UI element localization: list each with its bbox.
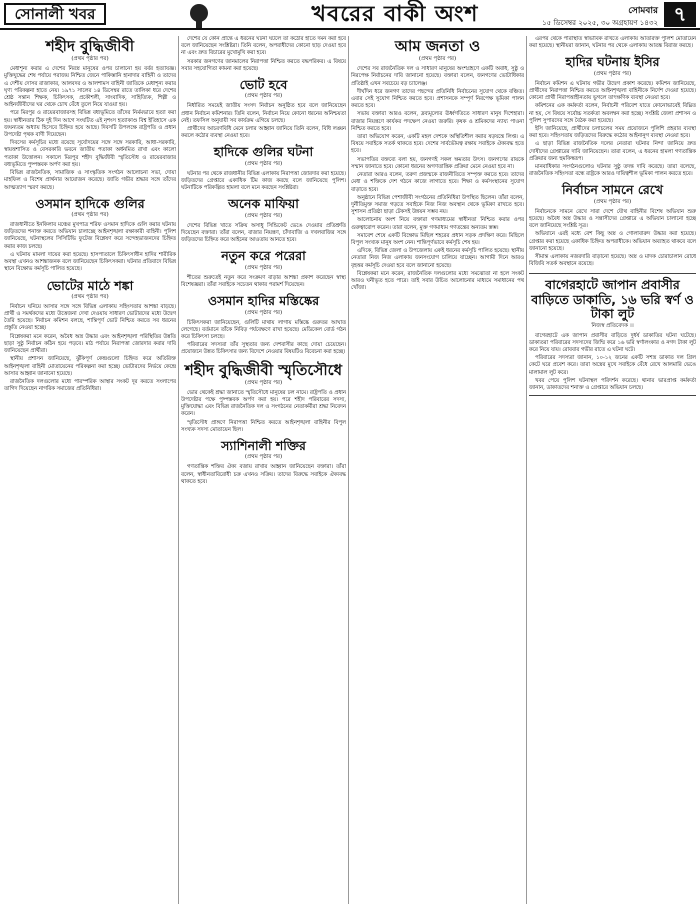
- column-divider: [348, 36, 349, 904]
- story-byline: (প্রথম পৃষ্ঠার পর): [71, 212, 109, 219]
- story-headline: হাদিকে গুলির ঘটনা: [213, 144, 314, 160]
- news-story: [529, 183, 696, 268]
- story-body: [181, 464, 346, 486]
- page-number: ৭: [664, 2, 696, 27]
- news-story: [4, 279, 176, 394]
- story-body: [4, 222, 176, 273]
- news-story: [181, 36, 346, 73]
- news-story: [529, 36, 696, 50]
- story-paragraph: দিবসের কর্মসূচির মধ্যে রয়েছে সূর্যোদয়ের সঙ্গে সঙ্গে সরকারি, আধা-সরকারি, স্বায়ত্তশাসিত ও বেসরকারি ভবনে জাতীয় পতাকা অর্ধনমিত রাখা এবং কালো পতাকা উত্তোলন। সকালে মিরপুর শহীদ বুদ্ধিজীবী স্মৃতিসৌধ ও রায়েরবাজার বধ্যভূমিতে পুষ্পস্তবক অর্পণ করা হয়।: [4, 140, 176, 168]
- story-paragraph: মেধাশূন্য করার এ দেশের নিরস্ত্র মানুষের ওপর চালানো হয় বর্বর হত্যাযজ্ঞ। মুক্তিযুদ্ধের শেষ পর্যায়ে পরাজয় নিশ্চিত জেনে পাকিস্তানি হানাদার বাহিনী ও তাদের এ দেশীয় দোসর রাজাকার, আলবদর ও আলশামস বাহিনী জাতিকে মেধাশূন্য করার ঘৃণ্য পরিকল্পনা হাতে নেয়। ১৯৭১ সালের ১৪ ডিসেম্বর রাতে তালিকা ধরে দেশের শ্রেষ্ঠ সন্তান শিক্ষক, চিকিৎসক, প্রকৌশলী, সাংবাদিক, সাহিত্যিক, শিল্পী ও আইনজীবীদের ঘর থেকে চোখ বেঁধে তুলে নিয়ে যাওয়া হয়।: [4, 66, 176, 109]
- story-paragraph: নির্বাচনকে সামনে রেখে সারা দেশে যৌথ বাহিনীর বিশেষ অভিযান শুরু হয়েছে। অবৈধ অস্ত্র উদ্ধার ও সন্ত্রাসীদের গ্রেপ্তারে এ অভিযান চালানো হচ্ছে বলে জানিয়েছে সংশ্লিষ্ট সূত্র।: [529, 208, 696, 230]
- story-paragraph: বিশ্লেষকরা মনে করেন, অবৈধ অস্ত্র উদ্ধার এবং আইনশৃঙ্খলা পরিস্থিতির উন্নতি ছাড়া সুষ্ঠু নির্বাচন কঠিন হয়ে পড়বে। মাঠ পর্যায়ে নিরাপত্তা জোরদার করার দাবি জানিয়েছেন প্রার্থীরা।: [4, 333, 176, 355]
- story-headline: বাগেরহাটে জাপান প্রবাসীর বাড়িতে ডাকাতি, ১৬ ভরি স্বর্ণ ও টাকা লুট: [531, 277, 694, 322]
- story-byline: (প্রথম পৃষ্ঠার পর): [593, 70, 632, 77]
- newspaper-logo: সোনালী খবর: [4, 3, 106, 25]
- story-paragraph: সরকার জনগণের জানমালের নিরাপত্তা নিশ্চিত করতে বদ্ধপরিকর। এ বিষয়ে সবার সহযোগিতা কামনা করা হয়েছে।: [181, 58, 346, 72]
- story-paragraph: বাগেরহাটে এক জাপান প্রবাসীর বাড়িতে দুর্ধর্ষ ডাকাতির ঘটনা ঘটেছে। ডাকাতরা পরিবারের সদস্যদের জিম্মি করে ১৬ ভরি স্বর্ণালংকার ও নগদ টাকা লুট করে নিয়ে যায়। রোববার গভীর রাতে এ ঘটনা ঘটে।: [529, 332, 696, 353]
- column-divider: [526, 36, 527, 904]
- column-4: [529, 36, 696, 904]
- dateline: ১৫ ডিসেম্বর ২০২৫, ৩০ অগ্রহায়ণ ১৪৩২: [542, 19, 658, 27]
- story-paragraph: কমিশনের এক কর্মকর্তা বলেন, নির্বাচনী পরিবেশ যাতে কোনোভাবেই বিঘ্নিত না হয়, সে বিষয়ে সর্বোচ্চ সতর্কতা অবলম্বন করা হচ্ছে। সংশ্লিষ্ট জেলা প্রশাসন ও পুলিশ সুপারদের সঙ্গে বৈঠক করা হয়েছে।: [529, 103, 696, 124]
- story-body: [181, 103, 346, 140]
- story-paragraph: বিশ্লেষকরা মনে করেন, রাজনৈতিক দলগুলোর মধ্যে সমঝোতা না হলে সংকট আরও ঘনীভূত হতে পারে। তাই সবার উচিত আলোচনার মাধ্যমে সমাধানের পথ খোঁজা।: [351, 270, 524, 292]
- column-3: [351, 36, 524, 904]
- story-headline: নতুন করে পরেরা: [221, 248, 306, 264]
- column-1: [4, 36, 176, 904]
- story-paragraph: সভায় বক্তারা আরও বলেন, দ্রব্যমূল্যের ঊর্ধ্বগতিতে সাধারণ মানুষ দিশেহারা। বাজার নিয়ন্ত্রণে কার্যকর পদক্ষেপ নেওয়া জরুরি। কৃষক ও শ্রমিকদের ন্যায্য পাওনা নিশ্চিত করতে হবে।: [351, 111, 524, 132]
- story-paragraph: সীমান্ত এলাকায় নজরদারি বাড়ানো হয়েছে। অস্ত্র ও মাদক চোরাচালান রোধে বিজিবি সতর্ক অবস্থানে রয়েছে।: [529, 254, 696, 268]
- section-title: খবরের বাকী অংশ: [311, 2, 479, 27]
- story-paragraph: সভাপতির বক্তব্যে বলা হয়, জনগণই সকল ক্ষমতার উৎস। জনগণের রায়কে সম্মান জানাতে হবে। কোনো ধরনের অগণতান্ত্রিক প্রক্রিয়া মেনে নেওয়া হবে না।: [351, 156, 524, 170]
- story-paragraph: ইসি জানিয়েছে, প্রার্থীদের চলাচলের সময় প্রয়োজনে পুলিশি প্রহরার ব্যবস্থা করা হবে। সহিংসতায় জড়িতদের বিরুদ্ধে কঠোর আইনানুগ ব্যবস্থা নেওয়া হবে।: [529, 126, 696, 140]
- story-paragraph: নির্বাচন কমিশন এ ঘটনায় গভীর উদ্বেগ প্রকাশ করেছে। কমিশন জানিয়েছে, প্রার্থীদের নিরাপত্তা নিশ্চিত করতে আইনশৃঙ্খলা বাহিনীকে নির্দেশ দেওয়া হয়েছে। কোনো প্রার্থী নিরাপত্তাহীনতায় ভুগলে তাৎক্ষণিক ব্যবস্থা নেওয়া হবে।: [529, 80, 696, 102]
- story-headline: স্যাশিনালী শক্তির: [221, 438, 306, 454]
- story-paragraph: ভোর থেকেই শ্রদ্ধা জানাতে স্মৃতিসৌধে মানুষের ঢল নামে। রাষ্ট্রপতি ও প্রধান উপদেষ্টার পক্ষে পুষ্পস্তবক অর্পণ করা হয়। পরে শহীদ পরিবারের সদস্য, মুক্তিযোদ্ধা এবং বিভিন্ন রাজনৈতিক দল ও সংগঠনের নেতাকর্মীরা শ্রদ্ধা নিবেদন করেন।: [181, 389, 346, 418]
- news-story: [529, 55, 696, 178]
- story-paragraph: অনুষ্ঠানে বিভিন্ন পেশাজীবী সংগঠনের প্রতিনিধিরা উপস্থিত ছিলেন। তাঁরা বলেন, দুর্নীতিমুক্ত সমাজ গড়তে সবাইকে নিজ নিজ অবস্থান থেকে ভূমিকা রাখতে হবে। সুশাসন প্রতিষ্ঠা ছাড়া টেকসই উন্নয়ন সম্ভব নয়।: [351, 194, 524, 216]
- story-paragraph: খবর পেয়ে পুলিশ ঘটনাস্থল পরিদর্শন করেছে। থানার ভারপ্রাপ্ত কর্মকর্তা জানান, ডাকাতদের শনাক্ত ও গ্রেপ্তারে অভিযান চলছে।: [529, 377, 696, 391]
- news-story: [181, 362, 346, 434]
- news-story: [4, 197, 176, 274]
- news-story: [181, 78, 346, 140]
- news-story: [181, 145, 346, 192]
- story-headline: অনেক মাফিয়া: [228, 196, 299, 212]
- story-paragraph: মানবাধিকার সংগঠনগুলোও ঘটনার সুষ্ঠু তদন্ত দাবি করেছে। তারা বলেছে, রাজনৈতিক সহিংসতা বন্ধে রাষ্ট্রকে আরও দায়িত্বশীল ভূমিকা পালন করতে হবে।: [529, 164, 696, 178]
- story-paragraph: তারা অভিযোগ করেন, একটি মহল দেশকে অস্থিতিশীল করার ষড়যন্ত্রে লিপ্ত। এ বিষয়ে সবাইকে সতর্ক থাকতে হবে। দেশের সার্বভৌমত্ব রক্ষায় সবাইকে ঐক্যবদ্ধ হতে হবে।: [351, 134, 524, 155]
- story-headline: আম জনতা ও: [394, 37, 481, 55]
- story-headline: ভোট হবে: [239, 77, 288, 93]
- masthead: [0, 0, 700, 30]
- story-paragraph: নির্বাচন ঘনিয়ে আসার সঙ্গে সঙ্গে বিভিন্ন এলাকায় সহিংসতার আশঙ্কা বাড়ছে। প্রার্থী ও সমর্থকদের মধ্যে উত্তেজনা দেখা দেওয়ায় সাধারণ ভোটারদের মধ্যে উদ্বেগ তৈরি হয়েছে। নির্বাচন কমিশন বলছে, শান্তিপূর্ণ ভোট নিশ্চিত করতে সব ধরনের প্রস্তুতি নেওয়া হচ্ছে।: [4, 303, 176, 332]
- story-headline: শহীদ বুদ্ধিজীবী স্মৃতিসৌধে: [184, 360, 343, 379]
- story-body: [181, 36, 346, 73]
- story-body: [529, 81, 696, 179]
- news-story: [181, 197, 346, 244]
- story-headline: ওসমান হাদিকে গুলির: [35, 195, 145, 211]
- column-divider: [178, 36, 179, 904]
- story-body: [529, 36, 696, 50]
- story-paragraph: নেতারা আরও বলেন, তরুণ প্রজন্মকে রাজনীতিতে সম্পৃক্ত করতে হবে। তাদের মেধা ও শক্তিকে দেশ গঠনে কাজে লাগাতে হবে। শিক্ষা ও কর্মসংস্থানের সুযোগ বাড়াতে হবে।: [351, 172, 524, 193]
- story-paragraph: পরিবারের সদস্যরা তাঁর সুস্থতার জন্য দেশবাসীর কাছে দোয়া চেয়েছেন। প্রয়োজনে উন্নত চিকিৎসার জন্য বিদেশে নেওয়ার বিষয়টিও বিবেচনা করা হচ্ছে।: [181, 342, 346, 356]
- story-body: [181, 171, 346, 193]
- news-story: [529, 273, 696, 396]
- story-headline: হাদির ঘটনায় ইসির: [565, 54, 660, 70]
- story-paragraph: প্রার্থীদের আচরণবিধি মেনে চলার আহ্বান জানিয়ে তিনি বলেন, বিধি লঙ্ঘন করলে কঠোর ব্যবস্থা নেওয়া হবে।: [181, 126, 346, 140]
- story-byline: (প্রথম পৃষ্ঠার পর): [244, 379, 283, 386]
- story-body: [351, 66, 524, 292]
- story-byline: (প্রথম পৃষ্ঠার পর): [244, 264, 283, 271]
- story-paragraph: বিভিন্ন রাজনৈতিক, সামাজিক ও সাংস্কৃতিক সংগঠন আলোচনা সভা, দোয়া মাহফিল ও বিশেষ প্রার্থনার আয়োজন করেছে। জাতি গভীর শ্রদ্ধার সঙ্গে তাঁদের আত্মত্যাগ স্মরণ করছে।: [4, 170, 176, 191]
- story-paragraph: পরিবারের সদস্যরা জানান, ১০-১২ জনের একটি সশস্ত্র ডাকাত দল গ্রিল কেটে ঘরে প্রবেশ করে। তারা অস্ত্রের মুখে সবাইকে বেঁধে রেখে আলমারি ভেঙে মালামাল লুট করে।: [529, 355, 696, 376]
- story-paragraph: চিকিৎসকরা জানিয়েছেন, গুলিটি মাথায় লাগায় মস্তিষ্কে গুরুতর আঘাত লেগেছে। বর্তমানে তাঁকে নিবিড় পর্যবেক্ষণে রাখা হয়েছে। মেডিকেল বোর্ড গঠন করে চিকিৎসা চলছে।: [181, 319, 346, 340]
- story-paragraph: স্মৃতিসৌধ প্রাঙ্গণে নিরাপত্তা নিশ্চিত করতে আইনশৃঙ্খলা বাহিনীর বিপুল সংখ্যক সদস্য মোতায়েন ছিল।: [181, 419, 346, 433]
- story-paragraph: এ ছাড়া বিভিন্ন রাজনৈতিক দলের নেতারা ঘটনার নিন্দা জানিয়ে দ্রুত দোষীদের গ্রেপ্তারের দাবি জানিয়েছেন। তারা বলেন, এ ধরনের হামলা গণতান্ত্রিক প্রক্রিয়ার জন্য হুমকিস্বরূপ।: [529, 141, 696, 162]
- news-story: [4, 38, 176, 192]
- story-body: [181, 275, 346, 289]
- story-paragraph: রাজনৈতিক দলগুলোর মধ্যে পারস্পরিক আস্থার সংকট দূর করতে সংলাপের তাগিদ দিয়েছেন নাগরিক সমাজের প্রতিনিধিরা।: [4, 378, 176, 393]
- story-byline: নিজস্ব প্রতিবেদক ।।: [591, 322, 634, 329]
- story-headline: শহীদ বুদ্ধিজীবী: [45, 37, 135, 55]
- story-byline: (প্রথম পৃষ্ঠার পর): [418, 56, 457, 63]
- news-story: [181, 439, 346, 486]
- story-headline: ওসমান হাদির মস্তিষ্কের: [207, 293, 320, 309]
- story-byline: (প্রথম পৃষ্ঠার পর): [71, 293, 109, 300]
- weekday: সোমবার: [628, 6, 658, 16]
- story-paragraph: সমাবেশ শেষে একটি বিক্ষোভ মিছিল শহরের প্রধান সড়ক প্রদক্ষিণ করে। মিছিলে বিপুল সংখ্যক মানুষ অংশ নেন। শান্তিপূর্ণভাবে কর্মসূচি শেষ হয়।: [351, 232, 524, 246]
- story-paragraph: গণতান্ত্রিক শক্তির ঐক্য বজায় রাখার আহ্বান জানিয়েছেন বক্তারা। তাঁরা বলেন, স্বাধীনতাবিরোধী চক্র এখনও সক্রিয়। তাদের বিরুদ্ধে সবাইকে ঐক্যবদ্ধ থাকতে হবে।: [181, 464, 346, 485]
- story-paragraph: দেশের বিভিন্ন খাতে সক্রিয় অসাধু সিন্ডিকেট ভেঙে দেওয়ার প্রতিশ্রুতি দিয়েছেন বক্তারা। তাঁরা বলেন, বাজার নিয়ন্ত্রণ, চাঁদাবাজি ও দখলবাজির সঙ্গে জড়িতদের চিহ্নিত করে আইনের আওতায় আনতে হবে।: [181, 222, 346, 244]
- story-body: [181, 320, 346, 357]
- story-paragraph: নির্ধারিত সময়েই জাতীয় সংসদ নির্বাচন অনুষ্ঠিত হবে বলে জানিয়েছেন প্রধান নির্বাচন কমিশনার। তিনি বলেন, নির্বাচন নিয়ে কোনো ধরনের অনিশ্চয়তা নেই। তফসিল অনুযায়ী সব কার্যক্রম এগিয়ে চলছে।: [181, 103, 346, 124]
- story-headline: নির্বাচন সামনে রেখে: [561, 182, 663, 198]
- story-paragraph: স্থানীয় প্রশাসন জানিয়েছে, ঝুঁকিপূর্ণ কেন্দ্রগুলো চিহ্নিত করে অতিরিক্ত আইনশৃঙ্খলা বাহিনী মোতায়েনের পরিকল্পনা করা হচ্ছে। ভোটারদের নির্ভয়ে কেন্দ্রে আসার আহ্বান জানানো হয়েছে।: [4, 356, 176, 377]
- story-paragraph: ঘটনার পর থেকে রাজধানীর বিভিন্ন এলাকায় নিরাপত্তা জোরদার করা হয়েছে। জড়িতদের গ্রেপ্তারে একাধিক টিম কাজ করছে বলে জানিয়েছে পুলিশ। ঘটনাটিকে পরিকল্পিত হামলা বলে মনে করছেন সংশ্লিষ্টরা।: [181, 170, 346, 192]
- story-paragraph: দেশের সব রাজনৈতিক দল ও সাধারণ মানুষের অংশগ্রহণে একটি অবাধ, সুষ্ঠু ও নিরপেক্ষ নির্বাচনের দাবি জানানো হয়েছে। বক্তারা বলেন, জনগণের ভোটাধিকার প্রতিষ্ঠাই এখন সবচেয়ে বড় চ্যালেঞ্জ।: [351, 66, 524, 87]
- story-paragraph: অভিযানে এরই মধ্যে বেশ কিছু অস্ত্র ও গোলাবারুদ উদ্ধার করা হয়েছে। গ্রেপ্তার করা হয়েছে একাধিক চিহ্নিত অপরাধীকে। অভিযান অব্যাহত থাকবে বলে জানানো হয়েছে।: [529, 231, 696, 252]
- story-body: [4, 304, 176, 393]
- story-paragraph: শীতের শুরুতেই নতুন করে সংক্রমণ বাড়ার আশঙ্কা প্রকাশ করেছেন স্বাস্থ্য বিশেষজ্ঞরা। তাঁরা সবাইকে সচেতন থাকার পরামর্শ দিয়েছেন।: [181, 274, 346, 288]
- story-byline: (প্রথম পৃষ্ঠার পর): [244, 93, 283, 100]
- news-story: [181, 249, 346, 289]
- story-paragraph: দেশের যে কোন প্রান্তে এ ধরনের ঘটনা ঘটলে তা কঠোর হাতে দমন করা হবে বলে জানিয়েছেন সংশ্লিষ্টরা। তিনি বলেন, অপরাধীদের কোনো ছাড় দেওয়া হবে না এবং দ্রুত বিচারের মুখোমুখি করা হবে।: [181, 36, 346, 57]
- story-paragraph: দীর্ঘদিন ধরে জনগণ তাদের পছন্দের প্রতিনিধি নির্বাচনের সুযোগ থেকে বঞ্চিত। এবার সেই সুযোগ নিশ্চিত করতে হবে। প্রশাসনকে সম্পূর্ণ নিরপেক্ষ ভূমিকা পালন করতে হবে।: [351, 88, 524, 110]
- story-byline: (প্রথম পৃষ্ঠার পর): [244, 454, 283, 461]
- news-story: [351, 38, 524, 292]
- story-headline: ভোটের মাঠে শঙ্কা: [46, 277, 134, 293]
- story-paragraph: এরপর থেকে পরিস্থিতি স্বাভাবিক রাখতে এলাকায় অতিরিক্ত পুলিশ মোতায়েন করা হয়েছে। স্থানীয়রা জানান, ঘটনার পর থেকে এলাকায় আতঙ্ক বিরাজ করছে।: [529, 36, 696, 50]
- story-paragraph: এদিকে, বিভিন্ন জেলা ও উপজেলায় একই ধরনের কর্মসূচি পালিত হয়েছে। স্থানীয় নেতারা নিজ নিজ এলাকায় জনসংযোগ চালিয়ে যাচ্ছেন। আগামী দিনে আরও বৃহত্তর কর্মসূচি দেওয়া হবে বলে জানানো হয়েছে।: [351, 248, 524, 269]
- story-byline: (প্রথম পৃষ্ঠার পর): [244, 309, 283, 316]
- story-byline: (প্রথম পৃষ্ঠার পর): [244, 212, 283, 219]
- story-byline: (প্রথম পৃষ্ঠার পর): [593, 198, 632, 205]
- story-paragraph: রাজধানীতে ইনকিলাব মঞ্চের মুখপাত্র শরিফ ওসমান হাদিকে গুলি করার ঘটনায় জড়িতদের শনাক্ত করতে অভিযান চালাচ্ছে আইনশৃঙ্খলা রক্ষাকারী বাহিনী। পুলিশ জানিয়েছে, ঘটনাস্থলের সিসিটিভি ফুটেজ বিশ্লেষণ করে সন্দেহভাজনদের চিহ্নিত করার কাজ চলছে।: [4, 222, 176, 250]
- story-body: [529, 209, 696, 269]
- story-paragraph: আলোচনায় অংশ নিয়ে বক্তারা গণমাধ্যমের স্বাধীনতা নিশ্চিত করার ওপর গুরুত্বারোপ করেন। তারা বলেন, মুক্ত গণমাধ্যম গণতন্ত্রের অন্যতম স্তম্ভ।: [351, 217, 524, 231]
- story-paragraph: এ ঘটনায় মামলা দায়ের করা হয়েছে। হাসপাতালে চিকিৎসাধীন হাদির শারীরিক অবস্থা এখনও আশঙ্কাজনক বলে জানিয়েছেন চিকিৎসকরা। ঘটনার প্রতিবাদে বিভিন্ন স্থানে বিক্ষোভ কর্মসূচি পালিত হয়েছে।: [4, 251, 176, 273]
- news-story: [181, 294, 346, 356]
- story-body: [529, 333, 696, 393]
- story-body: [4, 66, 176, 191]
- ink-drop-icon: [190, 4, 208, 22]
- column-2: [181, 36, 346, 904]
- story-byline: (প্রথম পৃষ্ঠার পর): [71, 56, 109, 63]
- story-paragraph: পরে মিরপুর ও রায়েরবাজারসহ বিভিন্ন বধ্যভূমিতে তাঁদের নির্মমভাবে হত্যা করা হয়। স্বাধীনতার ঠিক দুই দিন আগে সংঘটিত এই নৃশংস হত্যাকাণ্ড বিশ্ব ইতিহাসে এক জঘন্যতম অধ্যায় হিসেবে চিহ্নিত হয়ে আছে। দিবসটি উপলক্ষে রাষ্ট্রপতি ও প্রধান উপদেষ্টা পৃথক বাণী দিয়েছেন।: [4, 110, 176, 139]
- story-body: [181, 223, 346, 245]
- story-byline: (প্রথম পৃষ্ঠার পর): [244, 160, 283, 167]
- story-body: [181, 390, 346, 434]
